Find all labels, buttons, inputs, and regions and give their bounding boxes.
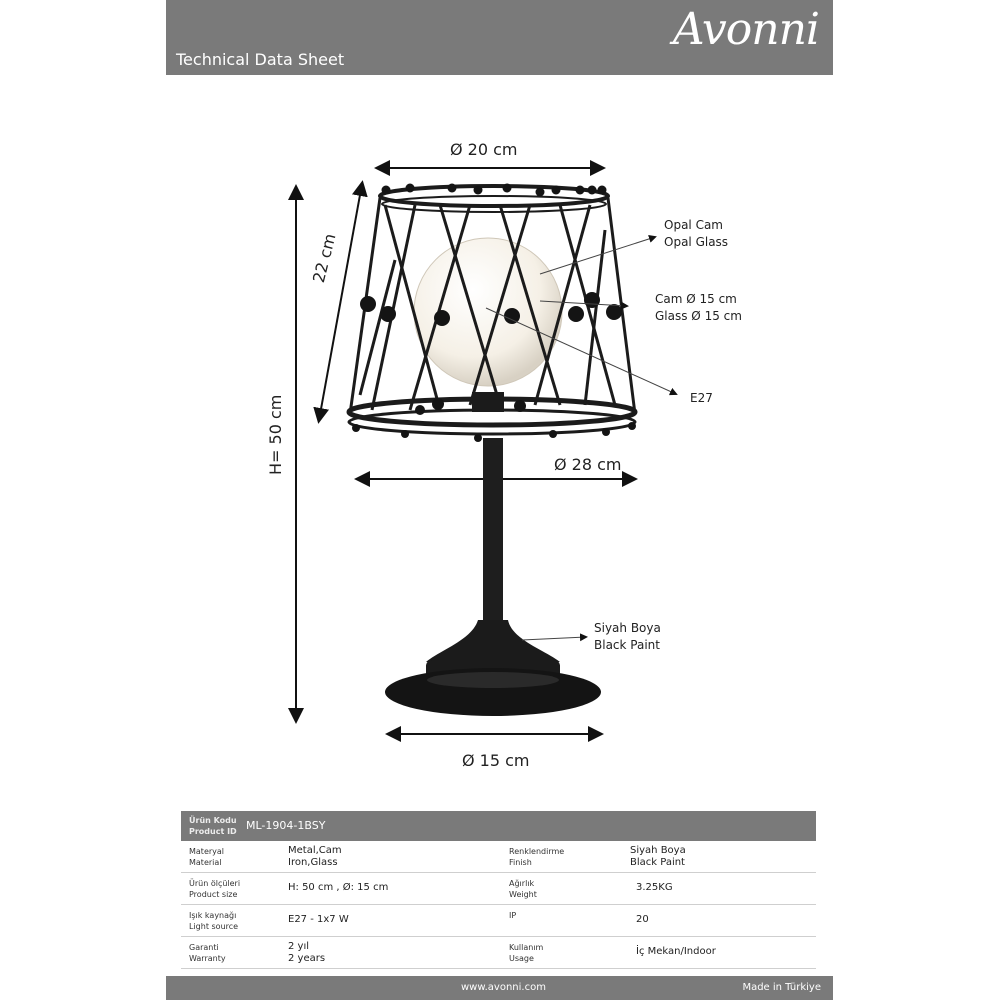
base-diameter-label: Ø 15 cm <box>462 751 530 770</box>
spec-key <box>189 846 224 868</box>
spec-value <box>288 914 349 926</box>
spec-value <box>630 845 686 869</box>
key-en: Light source <box>189 922 239 931</box>
product-id-label-tr: Ürün Kodu <box>189 816 237 825</box>
callout-opal-glass <box>664 217 728 251</box>
top-diameter-label: Ø 20 cm <box>450 140 518 159</box>
spec-value <box>636 914 649 926</box>
callout-socket: E27 <box>690 391 713 405</box>
footer-bar <box>166 976 833 1000</box>
shade-bottom-diameter-label: Ø 28 cm <box>554 455 622 474</box>
value-line: Black Paint <box>630 857 685 868</box>
callout-finish <box>594 620 661 654</box>
callout-finish-en: Black Paint <box>594 638 660 652</box>
brand-logo: Avonni <box>672 4 819 55</box>
key-tr: IP <box>509 911 517 920</box>
spec-table <box>181 811 816 969</box>
technical-drawing <box>166 75 833 810</box>
table-row <box>181 905 816 937</box>
value-line: İç Mekan/Indoor <box>636 946 716 957</box>
value-line: 3.25KG <box>636 882 673 893</box>
callout-opal-en: Opal Glass <box>664 235 729 249</box>
spec-value <box>288 941 325 965</box>
callout-glass-tr: Cam Ø 15 cm <box>655 292 737 306</box>
callout-glass-size <box>655 291 742 325</box>
website-link[interactable]: www.avonni.com <box>461 982 546 993</box>
spec-key <box>189 942 226 964</box>
key-tr: Ağırlık <box>509 879 535 888</box>
spec-header-row <box>181 811 816 841</box>
spec-key <box>509 878 537 900</box>
table-row <box>181 873 816 905</box>
value-line: Metal,Cam <box>288 845 342 856</box>
spec-value <box>636 882 673 894</box>
key-tr: Renklendirme <box>509 847 565 856</box>
table-row <box>181 841 816 873</box>
key-tr: Ürün ölçüleri <box>189 879 241 888</box>
spec-value <box>636 946 716 958</box>
value-line: Siyah Boya <box>630 845 686 856</box>
key-en: Material <box>189 858 222 867</box>
key-en: Weight <box>509 890 537 899</box>
lamp-stem <box>483 438 503 622</box>
spec-key <box>509 942 543 964</box>
product-id-value: ML-1904-1BSY <box>246 819 326 832</box>
product-id-label <box>189 815 237 837</box>
spec-value <box>288 882 388 894</box>
key-en: Usage <box>509 954 534 963</box>
spec-key <box>189 878 240 900</box>
spec-key <box>509 846 564 868</box>
spec-key <box>509 910 516 921</box>
value-line: 20 <box>636 914 649 925</box>
total-height-label: H= 50 cm <box>266 394 285 475</box>
shade-height-label: 22 cm <box>309 231 340 285</box>
value-line: E27 - 1x7 W <box>288 914 349 925</box>
header-bar <box>166 0 833 75</box>
value-line: 2 years <box>288 953 326 964</box>
spec-value <box>288 845 342 869</box>
key-tr: Kullanım <box>509 943 544 952</box>
value-line: Iron,Glass <box>288 857 338 868</box>
key-tr: Garanti <box>189 943 219 952</box>
key-en: Product size <box>189 890 238 899</box>
callout-opal-tr: Opal Cam <box>664 218 723 232</box>
page-title: Technical Data Sheet <box>176 50 345 69</box>
key-tr: Işık kaynağı <box>189 911 237 920</box>
key-en: Finish <box>509 858 532 867</box>
value-line: 2 yıl <box>288 941 310 952</box>
key-tr: Materyal <box>189 847 225 856</box>
callout-finish-tr: Siyah Boya <box>594 621 661 635</box>
table-row <box>181 937 816 969</box>
spec-key <box>189 910 238 932</box>
made-in-label: Made in Türkiye <box>742 982 821 993</box>
product-id-label-en: Product ID <box>189 827 237 836</box>
value-line: H: 50 cm , Ø: 15 cm <box>288 882 389 893</box>
key-en: Warranty <box>189 954 226 963</box>
callout-glass-en: Glass Ø 15 cm <box>655 309 742 323</box>
